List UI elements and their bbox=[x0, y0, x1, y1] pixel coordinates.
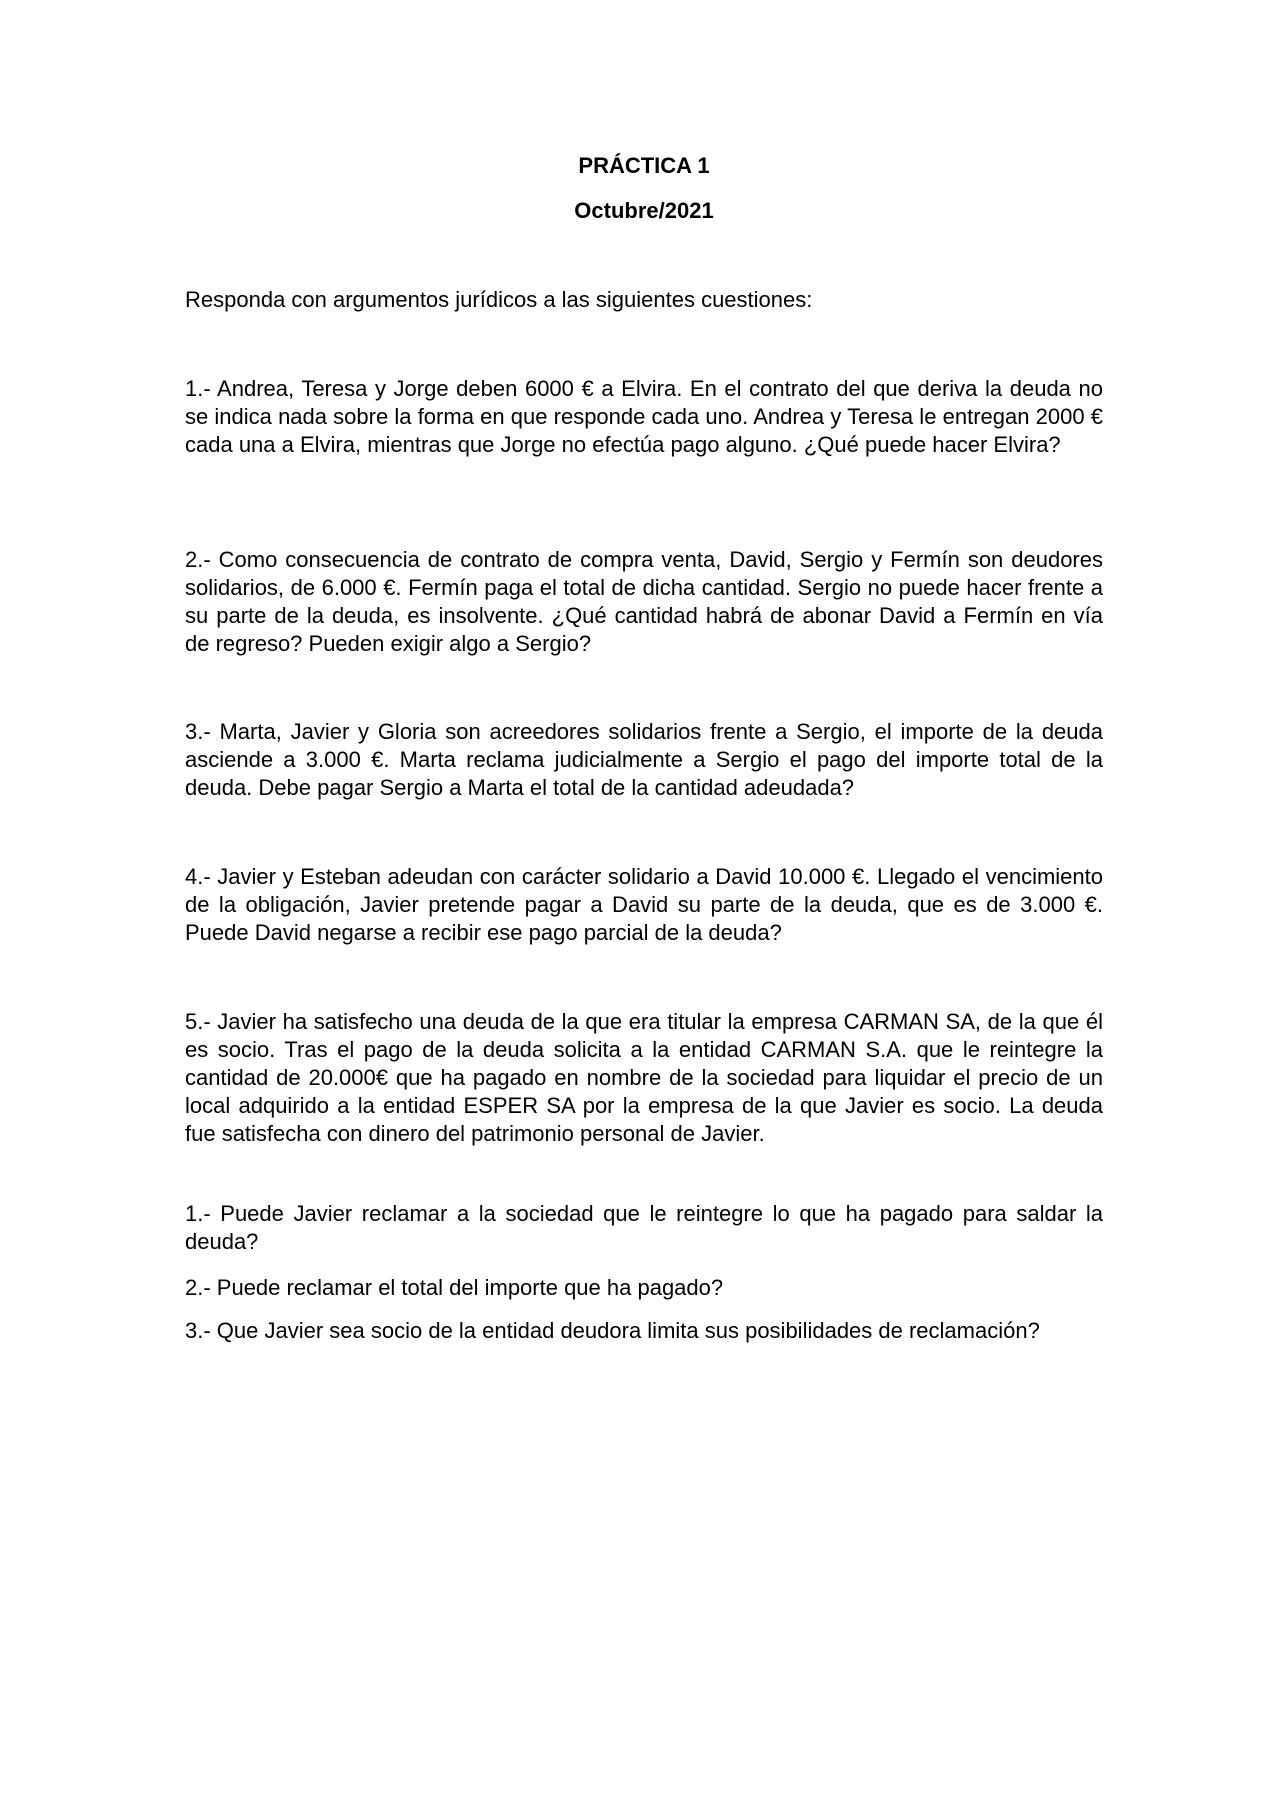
question-5-sub-3: 3.- Que Javier sea socio de la entidad deudora limita sus posibilidades de reclamación? bbox=[185, 1318, 1040, 1343]
intro-text: Responda con argumentos jurídicos a las siguientes cuestiones: bbox=[185, 287, 813, 312]
question-3: 3.- Marta, Javier y Gloria son acreedores solidarios frente a Sergio, el importe de la deuda asciende a 3.000 €. Marta reclama judicialmente a Sergio el pago del importe total de la deuda. Debe pagar Sergio a Marta el total de la cantidad adeudada? bbox=[185, 719, 1103, 800]
question-5-sub-1: 1.- Puede Javier reclamar a la sociedad que le reintegre lo que ha pagado para saldar la deuda? bbox=[185, 1201, 1103, 1254]
document-title: PRÁCTICA 1 bbox=[578, 153, 710, 178]
question-5: 5.- Javier ha satisfecho una deuda de la que era titular la empresa CARMAN SA, de la que él es socio. Tras el pago de la deuda solicita a la entidad CARMAN S.A. que le reintegre la cantidad de 20.000€ que ha pagado en nombre de la sociedad para liquidar el precio de un local adquirido a la entidad ESPER SA por la empresa de la que Javier es socio. La deuda fue satisfecha con dinero del patrimonio personal de Javier. bbox=[185, 1009, 1103, 1146]
question-2: 2.- Como consecuencia de contrato de compra venta, David, Sergio y Fermín son deudores solidarios, de 6.000 €. Fermín paga el total de dicha cantidad. Sergio no puede hacer frente a su parte de la deuda, es insolvente. ¿Qué cantidad habrá de abonar David a Fermín en vía de regreso? Pueden exigir algo a Sergio? bbox=[185, 547, 1103, 656]
question-1: 1.- Andrea, Teresa y Jorge deben 6000 € a Elvira. En el contrato del que deriva la deuda no se indica nada sobre la forma en que responde cada uno. Andrea y Teresa le entregan 2000 € cada una a Elvira, mientras que Jorge no efectúa pago alguno. ¿Qué puede hacer Elvira? bbox=[185, 376, 1103, 457]
question-4: 4.- Javier y Esteban adeudan con carácter solidario a David 10.000 €. Llegado el vencimiento de la obligación, Javier pretende pagar a David su parte de la deuda, que es de 3.000 €. Puede David negarse a recibir ese pago parcial de la deuda? bbox=[185, 864, 1103, 945]
document-date: Octubre/2021 bbox=[574, 198, 714, 223]
question-5-sub-2: 2.- Puede reclamar el total del importe que ha pagado? bbox=[185, 1275, 724, 1300]
